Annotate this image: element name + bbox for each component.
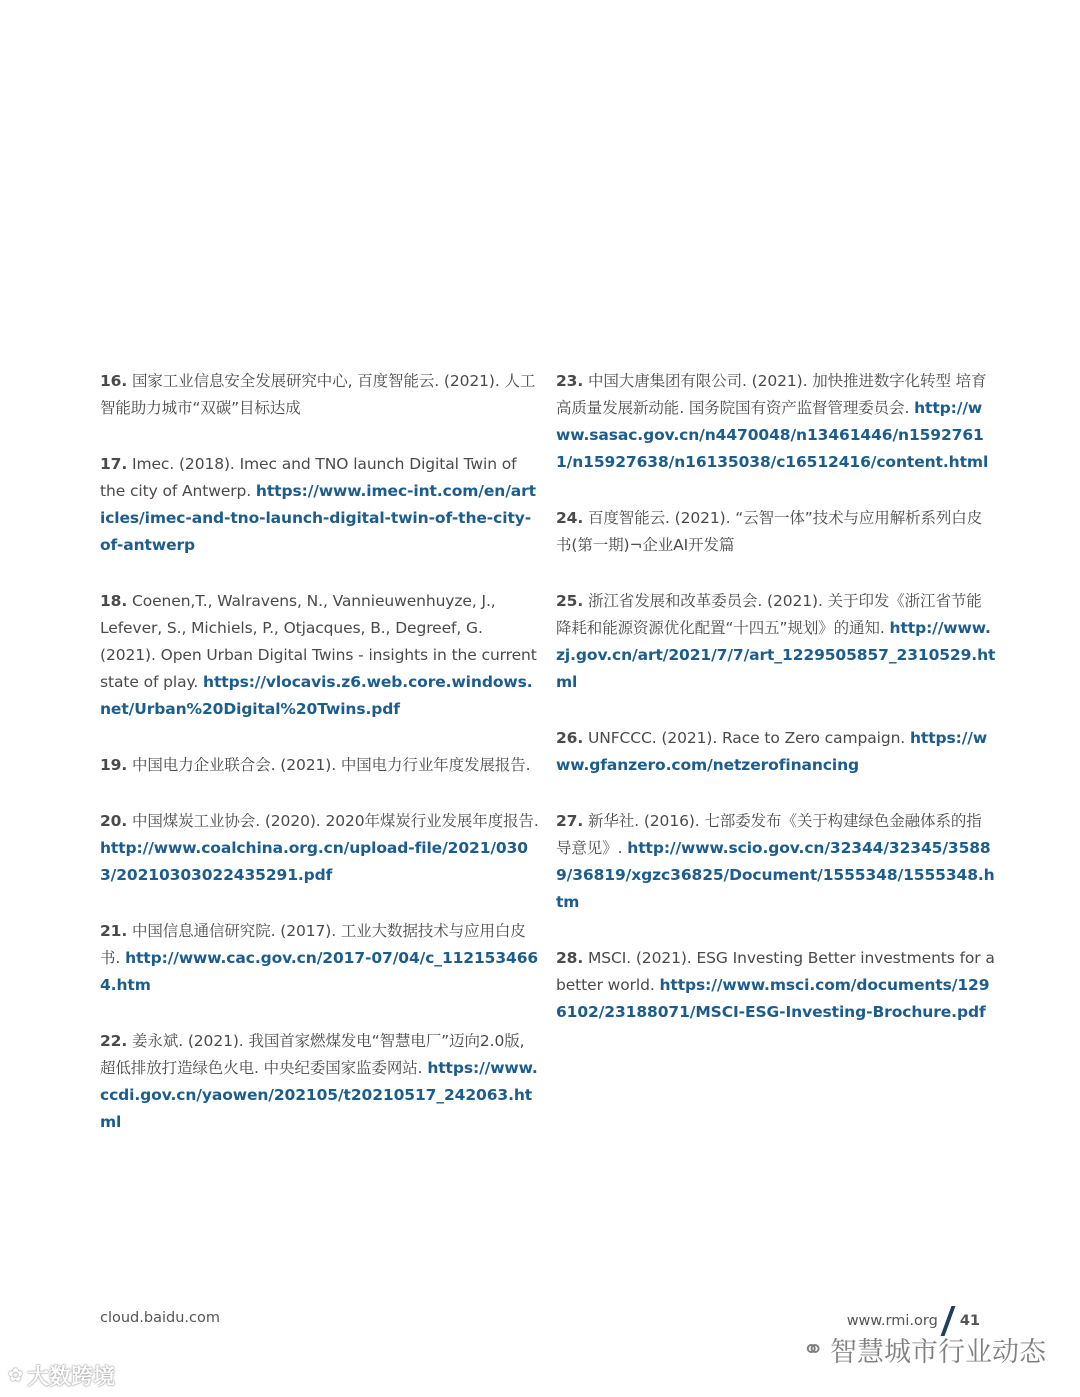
ref-number: 24. [556,509,584,527]
reference-28 [556,945,996,1026]
reference-27 [556,808,996,916]
ref-link[interactable]: http://www.zj.gov.cn/art/2021/7/7/art_1229505857_2310529.html [556,619,996,691]
footer-site: www.rmi.org [846,1313,938,1329]
ref-link[interactable]: https://www.msci.com/documents/1296102/23188071/MSCI-ESG-Investing-Brochure.pdf [556,976,990,1021]
reference-21 [100,918,540,999]
ref-text: 浙江省发展和改革委员会. (2021). 关于印发《浙江省节能降耗和能源资源优化配置“十四五”规划》的通知. [556,592,982,637]
ref-number: 22. [100,1032,128,1050]
ref-number: 28. [556,949,584,967]
watermark-right-text: 智慧城市行业动态 [830,1337,1046,1368]
ref-text: 中国大唐集团有限公司. (2021). 加快推进数字化转型 培育高质量发展新动能. 国务院国有资产监督管理委员会. [556,372,987,417]
reference-18 [100,588,540,723]
reference-24 [556,505,996,559]
ref-text: 中国煤炭工业协会. (2020). 2020年煤炭行业发展年度报告. [127,812,539,830]
ref-link[interactable]: https://www.imec-int.com/en/articles/imec-and-tno-launch-digital-twin-of-the-city-of-antwerp [100,482,536,554]
reference-16 [100,368,540,422]
ref-text: 国家工业信息安全发展研究中心, 百度智能云. (2021). 人工智能助力城市“双碳”目标达成 [100,372,536,417]
ref-number: 16. [100,372,128,390]
wechat-icon: ⚭ [802,1334,824,1365]
reference-26 [556,725,996,779]
ref-text: 中国信息通信研究院. (2017). 工业大数据技术与应用白皮书. [100,922,526,967]
ref-number: 21. [100,922,128,940]
ref-text: 新华社. (2016). 七部委发布《关于构建绿色金融体系的指导意见》. [556,812,982,857]
watermark-left-text: 大数跨境 [27,1365,116,1390]
footer-source: cloud.baidu.com [100,1310,220,1326]
ref-text: Coenen,T., Walravens, N., Vannieuwenhuyze, J., Lefever, S., Michiels, P., Otjacques, B., Degreef, G. (2021). Open Urban Digital Twins - insights in the current state of play. [100,592,537,691]
ref-text: 中国电力企业联合会. (2021). 中国电力行业年度发展报告. [127,756,531,774]
reference-22 [100,1028,540,1136]
references-right-column [556,368,996,1055]
ref-link[interactable]: http://www.scio.gov.cn/32344/32345/35889/36819/xgzc36825/Document/1555348/1555348.htm [556,839,995,911]
reference-25 [556,588,996,696]
reference-23 [556,368,996,476]
ref-number: 25. [556,592,584,610]
ref-link[interactable]: https://www.ccdi.gov.cn/yaowen/202105/t20210517_242063.html [100,1059,538,1131]
page-number: 41 [959,1313,980,1329]
ref-link[interactable]: https://vlocavis.z6.web.core.windows.net/Urban%20Digital%20Twins.pdf [100,673,533,718]
ref-text: UNFCCC. (2021). Race to Zero campaign. [583,729,910,747]
ref-text: MSCI. (2021). ESG Investing Better investments for a better world. [556,949,995,994]
ref-number: 19. [100,756,128,774]
ref-number: 20. [100,812,128,830]
ref-text: 姜永斌. (2021). 我国首家燃煤发电“智慧电厂”迈向2.0版, 超低排放打造绿色火电. 中央纪委国家监委网站. [100,1032,525,1077]
ref-number: 17. [100,455,128,473]
ref-number: 27. [556,812,584,830]
ref-number: 18. [100,592,128,610]
watermark-logo-icon: ✿ [8,1365,24,1386]
ref-link[interactable]: http://www.cac.gov.cn/2017-07/04/c_1121534664.htm [100,949,539,994]
references-left-column [100,368,540,1165]
ref-number: 26. [556,729,584,747]
ref-link[interactable]: http://www.coalchina.org.cn/upload-file/2021/0303/20210303022435291.pdf [100,839,528,884]
reference-17 [100,451,540,559]
watermark-right [802,1330,1046,1369]
reference-19 [100,752,540,779]
ref-number: 23. [556,372,584,390]
reference-20 [100,808,540,889]
ref-link[interactable]: https://www.gfanzero.com/netzerofinancing [556,729,988,774]
ref-text: Imec. (2018). Imec and TNO launch Digital Twin of the city of Antwerp. [100,455,517,500]
ref-text: 百度智能云. (2021). “云智一体”技术与应用解析系列白皮书(第一期)¬企业AI开发篇 [556,509,983,554]
watermark-left [8,1360,115,1391]
ref-link[interactable]: http://www.sasac.gov.cn/n4470048/n13461446/n15927611/n15927638/n16135038/c16512416/content.html [556,399,989,471]
